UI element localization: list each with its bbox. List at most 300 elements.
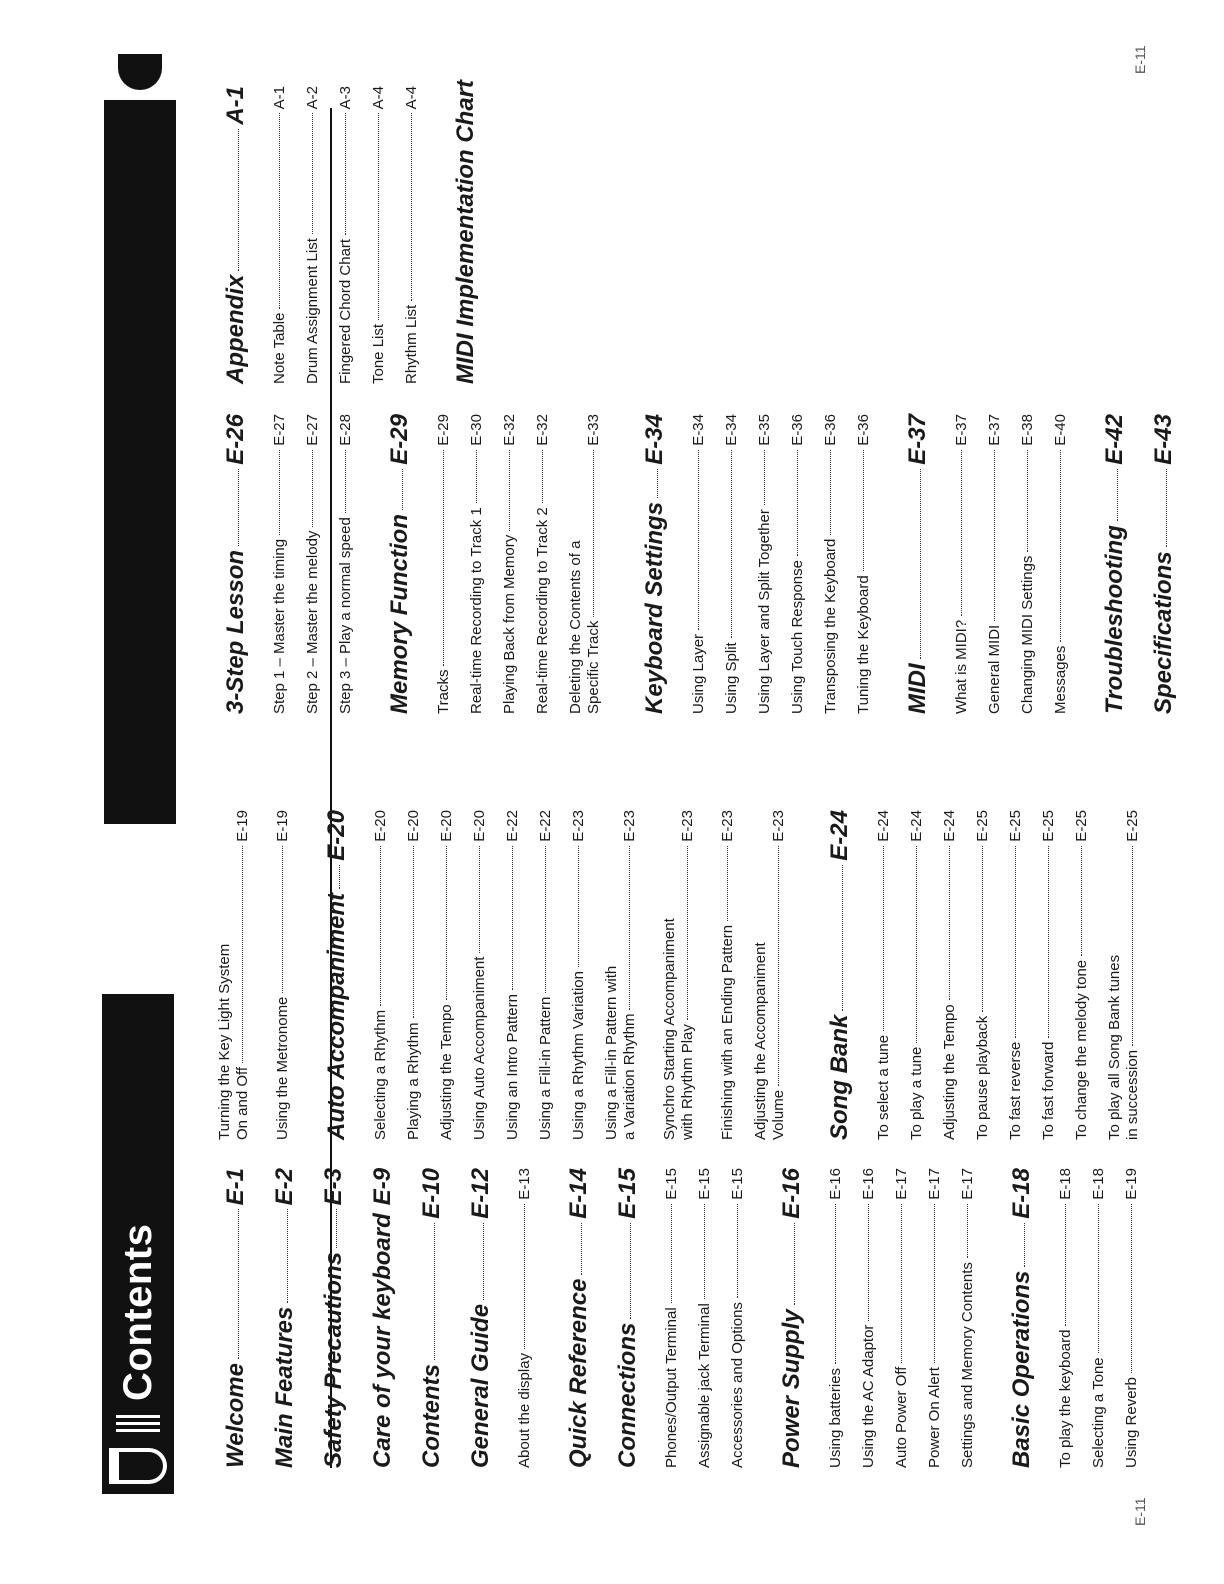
section-entry[interactable] [222,1168,250,1468]
entry-label: Real-time Recording to Track 2 [534,507,551,714]
entry-label: Using the AC Adaptor [860,1324,877,1468]
entry-label: Adjusting the Tempo [438,1004,455,1140]
entry-label: To play a tune [908,1046,925,1140]
subsection-entry[interactable] [822,414,839,714]
entry-label: Settings and Memory Contents [959,1262,976,1468]
header-tab-notch [104,54,176,100]
entry-label: Using a Fill-in Pattern with [603,965,620,1140]
subsection-entry[interactable] [516,1168,533,1468]
entry-label: Step 2 – Master the melody [304,530,321,714]
entry-label: Real-time Recording to Track 1 [468,507,485,714]
entry-label: Tuning the Keyboard [855,575,872,714]
page-number: E-15 [696,1168,713,1200]
leader-dots [545,846,546,993]
page-number: E-38 [1019,414,1036,446]
subsection-entry[interactable] [729,1168,746,1468]
subsection-entry[interactable] [534,414,551,714]
subsection-entry[interactable] [274,810,291,1140]
page-number: E-15 [729,1168,746,1200]
page-number: E-24 [941,810,958,842]
entry-label: Connections [614,1322,641,1468]
entry-label: Step 3 – Play a normal speed [337,517,354,714]
section-entry[interactable] [1150,414,1178,714]
page-number: A-4 [403,86,420,110]
entry-label: Main Features [271,1306,298,1468]
entry-label: Memory Function [386,513,413,714]
entry-label-line-2: a Variation Rhythm [621,1013,638,1140]
subsection-entry[interactable] [789,414,806,714]
page-number: A-3 [337,86,354,110]
entry-label: Using Split [723,642,740,714]
page-number: E-19 [234,810,251,842]
subsection-entry[interactable] [1007,810,1024,1140]
subsection-entry[interactable] [468,414,485,714]
subsection-entry[interactable] [1073,810,1090,1140]
entry-label: Step 1 – Master the timing [271,538,288,714]
leader-dots [345,450,346,514]
subsection-entry[interactable] [537,810,554,1140]
entry-label: Using the Metronome [274,996,291,1140]
section-entry[interactable] [467,1168,495,1468]
subsection-entry[interactable] [1052,414,1069,714]
page-number: E-30 [468,414,485,446]
section-entry[interactable] [614,1168,642,1468]
leader-dots [287,1209,288,1302]
leader-dots [509,450,510,531]
page-number: E-36 [789,414,806,446]
entry-label: Keyboard Settings [641,501,668,714]
subsection-entry[interactable] [827,1168,844,1468]
page-number: E-25 [1124,810,1141,842]
leader-dots [657,469,658,498]
subsection-entry[interactable] [405,810,422,1140]
page-number: E-12 [467,1168,494,1219]
subsection-entry[interactable] [875,810,892,1140]
leader-dots [863,450,864,572]
page-number: E-29 [435,414,452,446]
leader-dots [868,1204,869,1321]
section-entry[interactable] [222,86,250,384]
entry-label: Auto Accompaniment [323,892,350,1140]
entry-label: To change the melody tone [1073,959,1090,1140]
leader-dots [1024,1223,1025,1267]
leader-dots [402,469,403,510]
leader-dots [961,450,962,616]
entry-label: MIDI [904,663,931,714]
section-entry[interactable] [369,1168,397,1468]
section-entry[interactable] [641,414,669,714]
section-entry[interactable] [1101,414,1129,714]
page-number: E-24 [826,810,853,861]
subsection-entry[interactable] [986,414,1003,714]
page-number: E-33 [585,414,602,446]
leader-dots [238,469,239,546]
subsection-entry[interactable] [959,1168,976,1468]
entry-label: About the display [516,1352,533,1468]
page-number: E-25 [1040,810,1057,842]
leader-dots [704,1204,705,1300]
entry-label: Changing MIDI Settings [1019,555,1036,714]
subsection-entry[interactable] [941,810,958,1140]
entry-label-line-2: Specific Track [585,620,602,714]
entry-label: Using Layer [690,633,707,714]
page-number: E-25 [974,810,991,842]
subsection-entry[interactable] [1123,1168,1140,1468]
leader-dots [434,1223,435,1360]
leader-dots [1027,450,1028,552]
subsection-entry[interactable] [855,414,872,714]
corner-page-marker-bottom: E-11 [1132,1497,1148,1526]
page-number: E-16 [860,1168,877,1200]
subsection-entry[interactable] [1090,1168,1107,1468]
section-entry[interactable] [904,414,932,714]
page-number: E-37 [904,414,931,465]
contents-header-bar [102,994,174,1494]
subsection-entry[interactable] [337,86,354,384]
entry-label: Using Touch Response [789,560,806,714]
page-number: E-36 [855,414,872,446]
entry-label: Tracks [435,669,452,714]
entry-label: Care of your keyboard [369,1213,396,1468]
entry-label: Auto Power Off [893,1366,910,1468]
entry-label: To play the keyboard [1057,1329,1074,1468]
page-number: E-24 [875,810,892,842]
entry-label: Appendix [222,274,249,384]
page-number: E-34 [690,414,707,446]
leader-dots [345,113,346,235]
page-number: E-40 [1052,414,1069,446]
header-stripes [116,1415,160,1432]
entry-label: What is MIDI? [953,619,970,714]
subsection-entry[interactable] [271,414,288,714]
leader-dots [242,846,243,1063]
page-number: E-42 [1101,414,1128,465]
entry-label: Tone List [370,323,387,384]
page-number: E-27 [271,414,288,446]
leader-dots [238,129,239,271]
leader-dots [446,846,447,1001]
subsection-entry[interactable] [567,414,602,714]
leader-dots [483,1223,484,1300]
page-number: E-17 [893,1168,910,1200]
entry-label: Adjusting the Accompaniment [752,942,769,1140]
subsection-entry[interactable] [696,1168,713,1468]
entry-label: Deleting the Contents of a [567,540,584,714]
entry-label: MIDI Implementation Chart [452,79,479,384]
page-number: E-15 [614,1168,641,1219]
section-entry[interactable] [565,1168,593,1468]
page-number: A-4 [370,86,387,110]
leader-dots [764,450,765,505]
entry-label: Safety Precautions [320,1251,347,1468]
page-number: E-20 [323,810,350,861]
leader-dots [339,865,340,889]
section-entry[interactable] [323,810,351,1140]
subsection-entry[interactable] [1057,1168,1074,1468]
entry-label: Using an Intro Pattern [504,994,521,1140]
page-number: E-16 [778,1168,805,1219]
entry-label: To fast reverse [1007,1041,1024,1140]
entry-label: Synchro Starting Accompaniment [661,918,678,1140]
leader-dots [524,1204,525,1349]
leader-dots [671,1204,672,1304]
section-entry[interactable] [320,1168,348,1468]
leader-dots [1117,469,1118,521]
subsection-entry[interactable] [216,810,251,1140]
entry-label: Finishing with an Ending Pattern [719,924,736,1140]
right-header-bar [104,54,176,824]
leader-dots [581,1223,582,1275]
leader-dots [413,846,414,1019]
subsection-entry[interactable] [337,414,354,714]
page-number: E-23 [621,810,638,842]
subsection-entry[interactable] [1019,414,1036,714]
entry-label: Messages [1052,645,1069,714]
leader-dots [778,846,779,1086]
page-number: E-20 [438,810,455,842]
entry-label: Selecting a Tone [1090,1357,1107,1468]
entry-label: Using a Rhythm Variation [570,971,587,1140]
subsection-entry[interactable] [471,810,488,1140]
leader-dots [727,846,728,921]
entry-label: Welcome [222,1363,249,1468]
entry-label: General MIDI [986,624,1003,714]
leader-dots [629,846,630,1010]
leader-dots [593,450,594,617]
entry-label: Transposing the Keyboard [822,538,839,714]
subsection-entry[interactable] [435,414,452,714]
subsection-entry[interactable] [271,86,288,384]
entry-label-line-2: in succession [1124,1049,1141,1140]
entry-label: Fingered Chord Chart [337,238,354,384]
entry-label-line-2: Volume [770,1089,787,1140]
leader-dots [982,846,983,1012]
subsection-entry[interactable] [663,1168,680,1468]
page-number: E-18 [1057,1168,1074,1200]
page-number: E-2 [271,1168,298,1206]
leader-dots [282,846,283,993]
entry-label: To play all Song Bank tunes [1106,954,1123,1140]
leader-dots [1048,846,1049,1038]
page-number: E-34 [723,414,740,446]
leader-dots [698,450,699,630]
leader-dots [883,846,884,1031]
leader-dots [238,1209,239,1359]
entry-label: To select a tune [875,1034,892,1140]
entry-label: Power Supply [778,1309,805,1468]
entry-label: To fast forward [1040,1041,1057,1140]
page-number: E-23 [719,810,736,842]
entry-label: Note Table [271,312,288,384]
subsection-entry[interactable] [304,86,321,384]
section-entry[interactable] [271,1168,299,1468]
subsection-entry[interactable] [752,810,787,1140]
page-number: E-17 [959,1168,976,1200]
subsection-entry[interactable] [719,810,736,1140]
leader-dots [1065,1204,1066,1326]
leader-dots [1131,1204,1132,1373]
leader-dots [380,846,381,1006]
page-number: E-19 [1123,1168,1140,1200]
page-number: E-26 [222,414,249,465]
entry-label: To pause playback [974,1015,991,1140]
entry-label: Using batteries [827,1367,844,1468]
entry-label: General Guide [467,1303,494,1468]
subsection-entry[interactable] [570,810,587,1140]
page-number: E-3 [320,1168,347,1206]
subsection-entry[interactable] [1040,810,1057,1140]
leader-dots [835,1204,836,1364]
page-number: E-20 [471,810,488,842]
entry-label: Adjusting the Tempo [941,1004,958,1140]
section-entry[interactable] [1008,1168,1036,1468]
leader-dots [994,450,995,621]
page-number: E-23 [679,810,696,842]
subsection-entry[interactable] [370,86,387,384]
entry-label: Using Reverb [1123,1377,1140,1468]
section-entry[interactable] [452,79,480,384]
leader-dots [1060,450,1061,642]
leader-dots [336,1209,337,1248]
page-number: E-23 [770,810,787,842]
page-number: E-37 [953,414,970,446]
leader-dots [830,450,831,535]
subsection-entry[interactable] [661,810,696,1140]
leader-dots [797,450,798,556]
page-number: E-37 [986,414,1003,446]
leader-dots [479,846,480,953]
section-entry[interactable] [826,810,854,1140]
page-number: E-20 [372,810,389,842]
page-number: E-35 [756,414,773,446]
entry-label: Using Layer and Split Together [756,509,773,714]
entry-label-line-2: On and Off [234,1066,251,1140]
leader-dots [949,846,950,1001]
subsection-entry[interactable] [1106,810,1141,1140]
leader-dots [731,450,732,639]
subsection-entry[interactable] [690,414,707,714]
page-number: E-28 [337,414,354,446]
subsection-entry[interactable] [304,414,321,714]
entry-label: Drum Assignment List [304,238,321,384]
page-number: E-25 [1007,810,1024,842]
page-number: E-32 [534,414,551,446]
subsection-entry[interactable] [756,414,773,714]
entry-label: Assignable jack Terminal [696,1303,713,1468]
entry-label: Quick Reference [565,1278,592,1468]
page-number: E-17 [926,1168,943,1200]
subsection-entry[interactable] [504,810,521,1140]
page-number: A-1 [271,86,288,110]
page-number: E-22 [537,810,554,842]
entry-label: Selecting a Rhythm [372,1009,389,1140]
page-number: E-10 [418,1168,445,1219]
entry-label: Turning the Key Light System [216,943,233,1140]
page-number: E-23 [570,810,587,842]
leader-dots [1081,846,1082,956]
leader-dots [967,1204,968,1258]
section-entry[interactable] [386,414,414,714]
section-entry[interactable] [778,1168,806,1468]
leader-dots [1015,846,1016,1038]
entry-label: Basic Operations [1008,1270,1035,1468]
subsection-entry[interactable] [860,1168,877,1468]
leader-dots [794,1223,795,1306]
corner-page-marker-top: E-11 [1132,45,1148,74]
page-number: E-13 [516,1168,533,1200]
leader-dots [443,450,444,666]
entry-label: Accessories and Options [729,1302,746,1468]
subsection-entry[interactable] [372,810,389,1140]
page-number: E-24 [908,810,925,842]
header-tab-cap [109,1448,167,1484]
leader-dots [512,846,513,990]
leader-dots [312,450,313,527]
page-number: E-34 [641,414,668,465]
subsection-entry[interactable] [603,810,638,1140]
entry-label: Specifications [1150,551,1177,714]
entry-label-line-2: with Rhythm Play [679,1024,696,1140]
leader-dots [920,469,921,660]
leader-dots [934,1204,935,1363]
leader-dots [279,450,280,535]
page-number: E-27 [304,414,321,446]
page-number: E-19 [274,810,291,842]
subsection-entry[interactable] [501,414,518,714]
subsection-entry[interactable] [438,810,455,1140]
leader-dots [1132,846,1133,1046]
entry-label: Rhythm List [403,304,420,384]
page-title: Contents [115,1223,160,1401]
page-number: E-29 [386,414,413,465]
subsection-entry[interactable] [974,810,991,1140]
page-number: E-36 [822,414,839,446]
subsection-entry[interactable] [723,414,740,714]
subsection-entry[interactable] [908,810,925,1140]
page-number: E-9 [369,1167,396,1206]
section-entry[interactable] [222,414,250,714]
leader-dots [312,113,313,234]
leader-dots [630,1223,631,1319]
leader-dots [916,846,917,1043]
leader-dots [1098,1204,1099,1354]
page-number: E-25 [1073,810,1090,842]
entry-label: Power On Alert [926,1367,943,1468]
entry-label: Playing a Rhythm [405,1022,422,1140]
subsection-entry[interactable] [953,414,970,714]
page-number: E-43 [1150,414,1177,465]
page-number: A-1 [222,86,249,125]
entry-label: Contents [418,1364,445,1468]
subsection-entry[interactable] [926,1168,943,1468]
subsection-entry[interactable] [403,86,420,384]
leader-dots [687,846,688,1020]
leader-dots [378,113,379,320]
page-number: E-18 [1008,1168,1035,1219]
section-entry[interactable] [418,1168,446,1468]
subsection-entry[interactable] [893,1168,910,1468]
leader-dots [901,1204,902,1363]
entry-label: Using a Fill-in Pattern [537,996,554,1140]
page-number: E-22 [504,810,521,842]
entry-label: Phones/Output Terminal [663,1307,680,1468]
entry-label: Using Auto Accompaniment [471,956,488,1140]
page-number: E-14 [565,1168,592,1219]
page-number: E-18 [1090,1168,1107,1200]
leader-dots [542,450,543,504]
leader-dots [737,1204,738,1298]
entry-label: Playing Back from Memory [501,534,518,714]
